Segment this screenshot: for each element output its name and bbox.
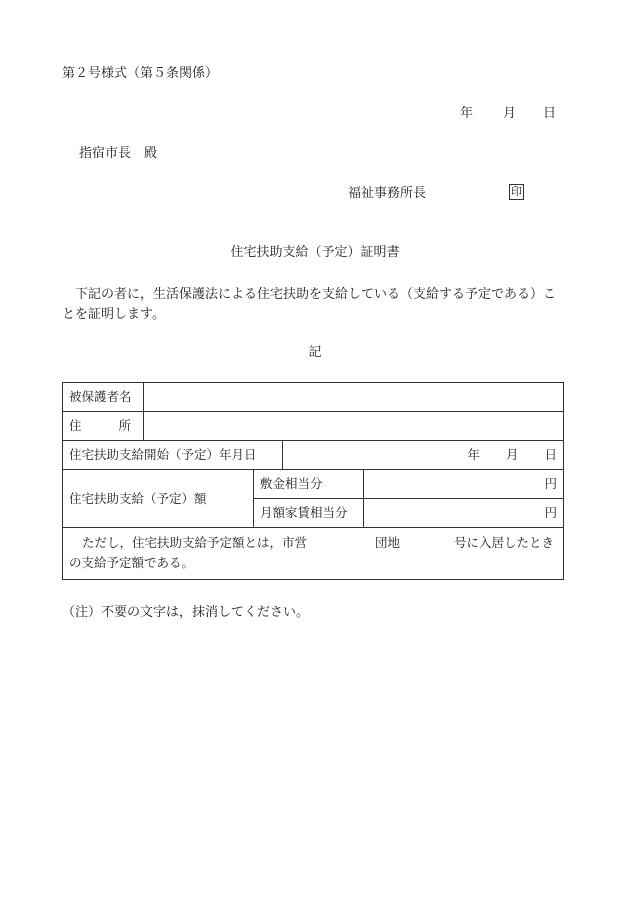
table-row [63, 412, 564, 441]
deposit-label: 敷金相当分 [254, 470, 364, 499]
address-label-1: 住 [69, 418, 82, 434]
recipient-label: 被保護者名 [63, 383, 144, 412]
certificate-table [62, 382, 564, 580]
deposit-yen: 円 [544, 476, 557, 492]
table-row [63, 528, 564, 580]
date-year: 年 [460, 106, 474, 121]
date-day: 日 [543, 106, 557, 121]
rent-value[interactable] [364, 499, 564, 528]
table-row [63, 441, 564, 470]
rent-yen: 円 [544, 505, 557, 521]
address-value[interactable] [144, 412, 564, 441]
start-month: 月 [505, 447, 519, 463]
seal-mark: 印 [511, 185, 522, 198]
deposit-value[interactable] [364, 470, 564, 499]
proviso-a: ただし，住宅扶助支給予定額とは，市営 [82, 535, 308, 550]
start-date-label: 住宅扶助支給開始（予定）年月日 [63, 441, 283, 470]
table-row [63, 383, 564, 412]
ki-heading: 記 [308, 345, 322, 360]
certification-statement: 下記の者に，生活保護法による住宅扶助を支給している（支給する予定である）ことを証明します。 [62, 287, 557, 322]
footnote: （注）不要の文字は，抹消してください。 [62, 605, 310, 620]
start-day: 日 [544, 447, 557, 463]
proviso-note [63, 528, 564, 580]
start-year: 年 [467, 447, 480, 463]
address-label [63, 412, 144, 441]
addressee: 指宿市長 殿 [79, 146, 158, 161]
recipient-value[interactable] [144, 383, 564, 412]
amount-label: 住宅扶助支給（予定）額 [63, 470, 254, 528]
start-date-value[interactable] [283, 441, 564, 470]
address-label-2: 所 [118, 418, 131, 434]
table-row [63, 470, 564, 499]
document-title: 住宅扶助支給（予定）証明書 [230, 245, 400, 260]
proviso-c: 号に入居したときの支給予定額である。 [69, 535, 555, 570]
date-month: 月 [503, 106, 517, 121]
proviso-b: 団地 [375, 535, 401, 550]
form-number: 第２号様式（第５条関係） [62, 66, 219, 81]
rent-label: 月額家賃相当分 [254, 499, 364, 528]
issuer-title: 福祉事務所長 [348, 186, 427, 201]
